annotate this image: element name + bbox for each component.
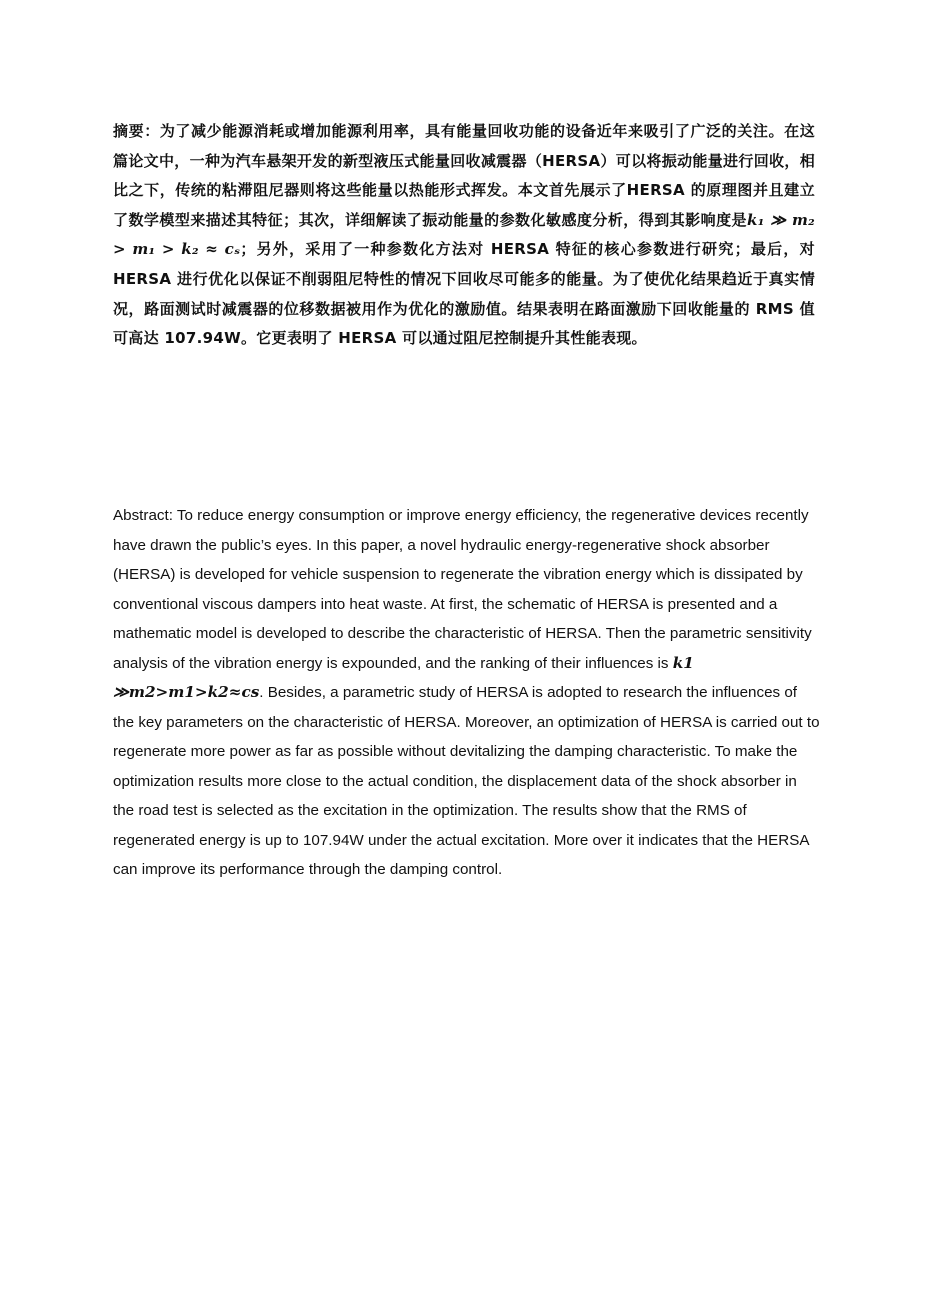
chinese-abstract-text-before: 摘要：为了减少能源消耗或增加能源利用率，具有能量回收功能的设备近年来吸引了广泛的关注。在这篇论文中，一种为汽车悬架开发的新型液压式能量回收减震器（HERSA）可以将振动能量进行回收，相比之下，传统的粘滞阻尼器则将这些能量以热能形式挥发。本文首先展示了HERSA 的原理图并且建立了数学模型来描述其特征；其次，详细解读了振动能量的参数化敏感度分析，得到其影响度是 [113,122,815,229]
chinese-abstract [113,117,815,354]
english-abstract [113,501,821,885]
english-abstract-ranking-formula: k1 ≫m2>m1>k2≈cs [113,653,694,701]
english-abstract-text-before: Abstract: To reduce energy consumption or improve energy efficiency, the regenerative devices recently have drawn the public’s eyes. In this paper, a novel hydraulic energy-regenerative shock absorber (HERSA) is developed for vehicle suspension to regenerate the vibration energy which is dissipated by conventional viscous dampers into heat waste. At first, the schematic of HERSA is presented and a mathematic model is developed to describe the characteristic of HERSA. Then the parametric sensitivity analysis of the vibration energy is expounded, and the ranking of their influences is [113,507,812,672]
chinese-abstract-text-after: ；另外，采用了一种参数化方法对 HERSA 特征的核心参数进行研究；最后，对 HERSA 进行优化以保证不削弱阻尼特性的情况下回收尽可能多的能量。为了使优化结果趋近于真实情况，路面测试时减震器的位移数据被用作为优化的激励值。结果表明在路面激励下回收能量的 RMS 值可高达 107.94W。它更表明了 HERSA 可以通过阻尼控制提升其性能表现。 [113,240,815,348]
chinese-abstract-ranking-formula: k₁ ≫ m₂ > m₁ > k₂ ≈ cₛ [113,210,815,259]
english-abstract-text-after: . Besides, a parametric study of HERSA is adopted to research the influences of the key parameters on the characteristic of HERSA. Moreover, an optimization of HERSA is carried out to regenerate more power as far as possible without devitalizing the damping characteristic. To make the optimization results more close to the actual condition, the displacement data of the shock absorber in the road test is selected as the excitation in the optimization. The results show that the RMS of regenerated energy is up to 107.94W under the actual excitation. More over it indicates that the HERSA can improve its performance through the damping control. [113,684,820,878]
